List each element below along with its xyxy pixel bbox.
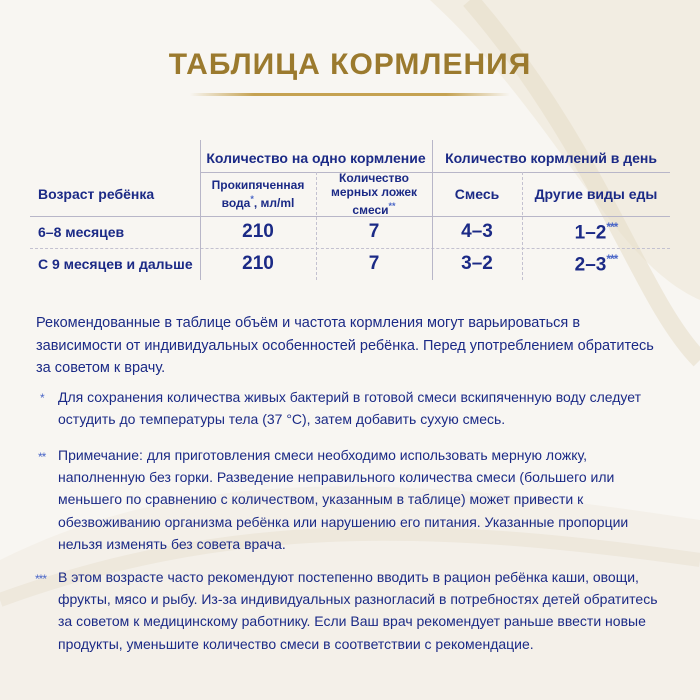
- footnote-mark: ***: [606, 219, 618, 234]
- footnote-mark: **: [38, 450, 46, 464]
- col-header-age: Возраст ребёнка: [38, 186, 155, 202]
- feeding-table: [30, 140, 670, 280]
- footnote-text: Для сохранения количества живых бактерий в готовой смеси вскипяченную воду следует остудить до температуры тела (37 °С), затем добавить сухую смесь.: [58, 389, 641, 428]
- col-header-spoons-text: Количество мерных ложек смеси: [330, 171, 418, 217]
- page-title: ТАБЛИЦА КОРМЛЕНИЯ: [168, 48, 532, 81]
- col-header-spoons: [316, 172, 432, 216]
- table-cell-other-value: 1–2: [574, 222, 607, 244]
- table-row-age: 6–8 месяцев: [38, 224, 125, 240]
- col-header-other-food: Другие виды еды: [534, 186, 658, 202]
- footnote-mark: ***: [606, 251, 618, 266]
- col-header-water-text: Прокипяченная вода: [211, 178, 305, 210]
- table-cell-spoons: 7: [368, 221, 380, 242]
- table-cell-formula: 3–2: [461, 253, 493, 274]
- table-row-age: С 9 месяцев и дальше: [38, 256, 193, 272]
- recommendation-text: Рекомендованные в таблице объём и частота кормления могут варьироваться в зависимости от индивидуальных особенностей ребёнка. Перед употреблением обратитесь за советом к врачу.: [36, 315, 654, 376]
- col-header-formula: Смесь: [454, 186, 500, 202]
- table-cell-other: [522, 248, 670, 280]
- footnote-text: Примечание: для приготовления смеси необходимо использовать мерную ложку, наполненную без горки. Разведение неправильного количества смеси (большего или меньшего по сравнению с количеством, указанным в таблице) может привести к обезвоживанию организма ребёнка или нарушению его питания. Указанные пропорции нельзя изменять без совета врача.: [58, 447, 629, 552]
- col-header-water-unit: , мл/ml: [253, 196, 295, 210]
- table-cell-other: [522, 216, 670, 248]
- table-cell-formula: 4–3: [461, 221, 493, 242]
- table-cell-other-value: 2–3: [574, 254, 607, 276]
- footnote-mark: *: [250, 194, 254, 204]
- footnote-text: В этом возрасте часто рекомендуют постепенно вводить в рацион ребёнка каши, овощи, фрукты, мясо и рыбу. Из-за индивидуальных разногласий в потребностях детей обратитесь за советом к медицинскому работнику. Если Ваш врач рекомендует раньше ввести новые продукты, уменьшите количество смеси в соответствии с рекомендацие.: [58, 569, 658, 652]
- footnote-mark: ***: [35, 572, 47, 586]
- group-header-per-feeding: Количество на одно кормление: [206, 150, 426, 166]
- title-underline: [190, 93, 510, 96]
- footnote-mark: **: [388, 201, 396, 211]
- footnote-mark: *: [40, 391, 44, 405]
- table-cell-water: 210: [242, 221, 274, 242]
- table-cell-spoons: 7: [368, 253, 380, 274]
- group-header-feedings-per-day: Количество кормлений в день: [445, 150, 657, 166]
- table-cell-water: 210: [242, 253, 274, 274]
- col-header-water: [200, 172, 316, 216]
